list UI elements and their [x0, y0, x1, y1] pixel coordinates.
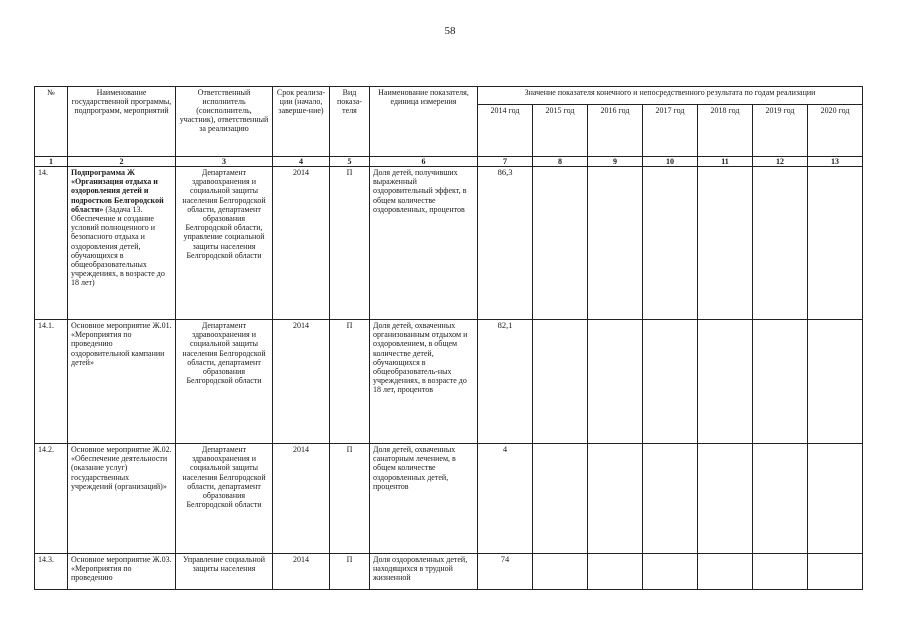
row-name-bold: Подпрограмма Ж «Организация отдыха и оздоровления детей и подростков Белгородской области» — [71, 168, 164, 214]
row-term: 2014 — [273, 167, 330, 320]
row-num: 14. — [35, 167, 68, 320]
row-name-rest: (Задача 13. Обеспечение и создание условий полноценного и безопасного отдыха и оздоровления детей, обучающихся в общеобразовательных учреждениях, в возрасте до 18 лет) — [71, 204, 165, 288]
header-num: № — [35, 87, 68, 157]
row-executor: Департамент здравоохранения и социальной защиты населения Белгородской области, департамент образования Белгородской области — [176, 320, 273, 444]
table-row — [35, 444, 863, 554]
column-number: 12 — [753, 157, 808, 167]
column-number: 1 — [35, 157, 68, 167]
row-value — [588, 320, 643, 444]
header-year: 2016 год — [588, 105, 643, 157]
column-number: 13 — [808, 157, 863, 167]
header-year: 2017 год — [643, 105, 698, 157]
page-number: 58 — [444, 25, 456, 37]
row-value — [808, 167, 863, 320]
header-year: 2015 год — [533, 105, 588, 157]
row-num: 14.1. — [35, 320, 68, 444]
row-value: 74 — [478, 554, 533, 590]
row-num: 14.3. — [35, 554, 68, 590]
row-value — [588, 167, 643, 320]
row-value — [533, 444, 588, 554]
row-value — [588, 444, 643, 554]
row-executor: Департамент здравоохранения и социальной защиты населения Белгородской области, департамент образования Белгородской области — [176, 444, 273, 554]
column-number: 8 — [533, 157, 588, 167]
row-value — [698, 444, 753, 554]
column-number: 10 — [643, 157, 698, 167]
column-number: 2 — [68, 157, 176, 167]
header-value-group: Значение показателя конечного и непосредственного результата по годам реализации — [478, 87, 863, 105]
row-value — [753, 554, 808, 590]
column-number-row — [35, 157, 863, 167]
header-term: Срок реализа-ции (начало, заверше-ние) — [273, 87, 330, 157]
column-number: 3 — [176, 157, 273, 167]
header-indicator: Наименование показателя, единица измерения — [370, 87, 478, 157]
header-type: Вид показа-теля — [330, 87, 370, 157]
row-term: 2014 — [273, 444, 330, 554]
row-value — [698, 554, 753, 590]
row-value: 86,3 — [478, 167, 533, 320]
row-value — [698, 167, 753, 320]
row-type: П — [330, 167, 370, 320]
row-value: 4 — [478, 444, 533, 554]
column-number: 4 — [273, 157, 330, 167]
header-year: 2018 год — [698, 105, 753, 157]
row-value — [753, 444, 808, 554]
row-num: 14.2. — [35, 444, 68, 554]
column-number: 5 — [330, 157, 370, 167]
row-name — [68, 167, 176, 320]
row-value — [588, 554, 643, 590]
row-term: 2014 — [273, 320, 330, 444]
row-value — [643, 167, 698, 320]
row-name-rest: Основное мероприятие Ж.03. «Мероприятия по проведению — [71, 555, 172, 583]
row-name-rest: Основное мероприятие Ж.01. «Мероприятия по проведению оздоровительной кампании детей» — [71, 321, 172, 367]
header-year: 2014 год — [478, 105, 533, 157]
table-row — [35, 320, 863, 444]
row-indicator: Доля детей, охваченных санаторным лечением, в общем количестве оздоровленных детей, процентов — [370, 444, 478, 554]
row-type: П — [330, 554, 370, 590]
column-number: 7 — [478, 157, 533, 167]
row-value — [533, 167, 588, 320]
row-name — [68, 554, 176, 590]
row-type: П — [330, 320, 370, 444]
row-value — [808, 320, 863, 444]
row-name-rest: Основное мероприятие Ж.02. «Обеспечение деятельности (оказание услуг) государственных учреждений (организаций)» — [71, 445, 172, 491]
row-indicator: Доля детей, охваченных организованным отдыхом и оздоровлением, в общем количестве детей, обучающихся в общеобразователь-ных учреждениях, в возрасте до 18 лет, процентов — [370, 320, 478, 444]
row-value — [533, 320, 588, 444]
row-value — [533, 554, 588, 590]
row-value: 82,1 — [478, 320, 533, 444]
row-indicator: Доля детей, получивших выраженный оздоровительный эффект, в общем количестве оздоровленных, процентов — [370, 167, 478, 320]
column-number: 6 — [370, 157, 478, 167]
row-type: П — [330, 444, 370, 554]
row-indicator: Доля оздоровленных детей, находящихся в трудной жизненной — [370, 554, 478, 590]
row-executor: Управление социальной защиты населения — [176, 554, 273, 590]
row-value — [698, 320, 753, 444]
row-value — [643, 320, 698, 444]
program-table — [34, 86, 863, 590]
row-term: 2014 — [273, 554, 330, 590]
header-year: 2020 год — [808, 105, 863, 157]
row-name — [68, 444, 176, 554]
header-year: 2019 год — [753, 105, 808, 157]
header-executor: Ответственный исполнитель (соисполнитель, участник), ответственный за реализацию — [176, 87, 273, 157]
row-value — [808, 444, 863, 554]
row-value — [808, 554, 863, 590]
header-name: Наименование государственной программы, подпрограмм, мероприятий — [68, 87, 176, 157]
row-value — [753, 167, 808, 320]
table-row — [35, 554, 863, 590]
column-number: 9 — [588, 157, 643, 167]
table-row — [35, 167, 863, 320]
column-number: 11 — [698, 157, 753, 167]
row-value — [643, 554, 698, 590]
row-executor: Департамент здравоохранения и социальной защиты населения Белгородской области, департамент образования Белгородской области, управление социальной защиты населения Белгородской области — [176, 167, 273, 320]
row-name — [68, 320, 176, 444]
row-value — [643, 444, 698, 554]
row-value — [753, 320, 808, 444]
